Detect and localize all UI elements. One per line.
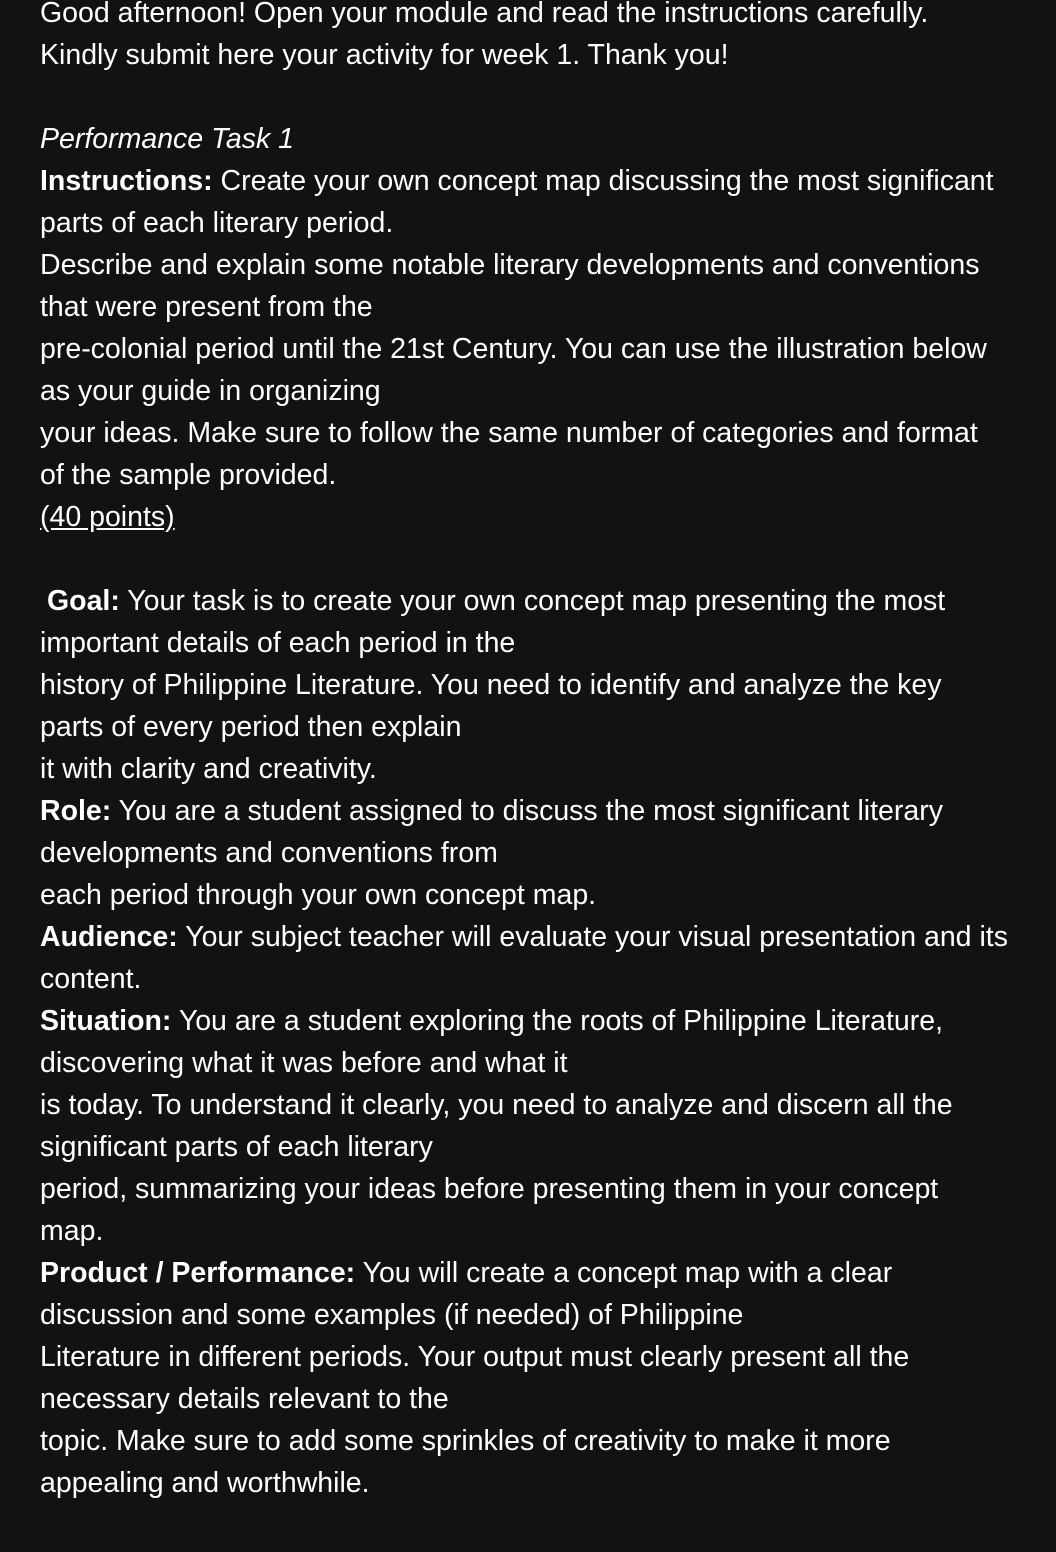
instructions-line-2: parts of each literary period. (40, 207, 394, 239)
role-label: Role: (40, 795, 112, 827)
situation-line-2: discovering what it was before and what it (40, 1047, 568, 1079)
product-line-4: necessary details relevant to the (40, 1383, 449, 1415)
audience-label: Audience: (40, 921, 178, 953)
goal-text: Your task is to create your own concept map presenting the most (127, 585, 946, 617)
message-body (40, 0, 1040, 1504)
situation-label: Situation: (40, 1005, 172, 1037)
product-line-5: topic. Make sure to add some sprinkles of creativity to make it more (40, 1425, 891, 1457)
instructions-line-4: that were present from the (40, 291, 373, 323)
goal-line-5: it with clarity and creativity. (40, 753, 377, 785)
situation-line-3: is today. To understand it clearly, you need to analyze and discern all the (40, 1089, 953, 1121)
product-line-3: Literature in different periods. Your output must clearly present all the (40, 1341, 910, 1373)
greeting-line-2: Kindly submit here your activity for week 1. Thank you! (40, 39, 729, 71)
product-text: You will create a concept map with a clear (362, 1257, 893, 1289)
instructions-line-8: of the sample provided. (40, 459, 337, 491)
product-line-1 (40, 1252, 1040, 1294)
instructions-line-1 (40, 160, 1040, 202)
points-link[interactable]: (40 points) (40, 501, 175, 533)
role-line-3: each period through your own concept map. (40, 879, 597, 911)
audience-text: Your subject teacher will evaluate your visual presentation and its (185, 921, 1008, 953)
situation-text: You are a student exploring the roots of Philippine Literature, (178, 1005, 944, 1037)
role-line-2: developments and conventions from (40, 837, 498, 869)
instructions-label: Instructions: (40, 165, 213, 197)
goal-line-3: history of Philippine Literature. You need to identify and analyze the key (40, 669, 942, 701)
greeting-line-1: Good afternoon! Open your module and read the instructions carefully. (40, 0, 929, 29)
spacer (40, 76, 1040, 118)
instructions-line-6: as your guide in organizing (40, 375, 381, 407)
situation-line-6: map. (40, 1215, 104, 1247)
instructions-line-7: your ideas. Make sure to follow the same number of categories and format (40, 417, 978, 449)
audience-line-1 (40, 916, 1040, 958)
instructions-line-3: Describe and explain some notable literary developments and conventions (40, 249, 980, 281)
goal-label: Goal: (47, 585, 120, 617)
goal-line-1 (40, 580, 1040, 622)
instructions-line-5: pre-colonial period until the 21st Century. You can use the illustration below (40, 333, 987, 365)
situation-line-1 (40, 1000, 1040, 1042)
situation-line-4: significant parts of each literary (40, 1131, 433, 1163)
product-line-6: appealing and worthwhile. (40, 1467, 370, 1499)
task-title: Performance Task 1 (40, 123, 294, 155)
goal-line-2: important details of each period in the (40, 627, 516, 659)
spacer (40, 538, 1040, 580)
role-text: You are a student assigned to discuss the most significant literary (118, 795, 943, 827)
product-label: Product / Performance: (40, 1257, 356, 1289)
product-line-2: discussion and some examples (if needed) of Philippine (40, 1299, 744, 1331)
role-line-1 (40, 790, 1040, 832)
points-line (40, 496, 1040, 538)
instructions-text: Create your own concept map discussing the most significant (220, 165, 994, 197)
situation-line-5: period, summarizing your ideas before presenting them in your concept (40, 1173, 939, 1205)
audience-line-2: content. (40, 963, 142, 995)
goal-line-4: parts of every period then explain (40, 711, 462, 743)
